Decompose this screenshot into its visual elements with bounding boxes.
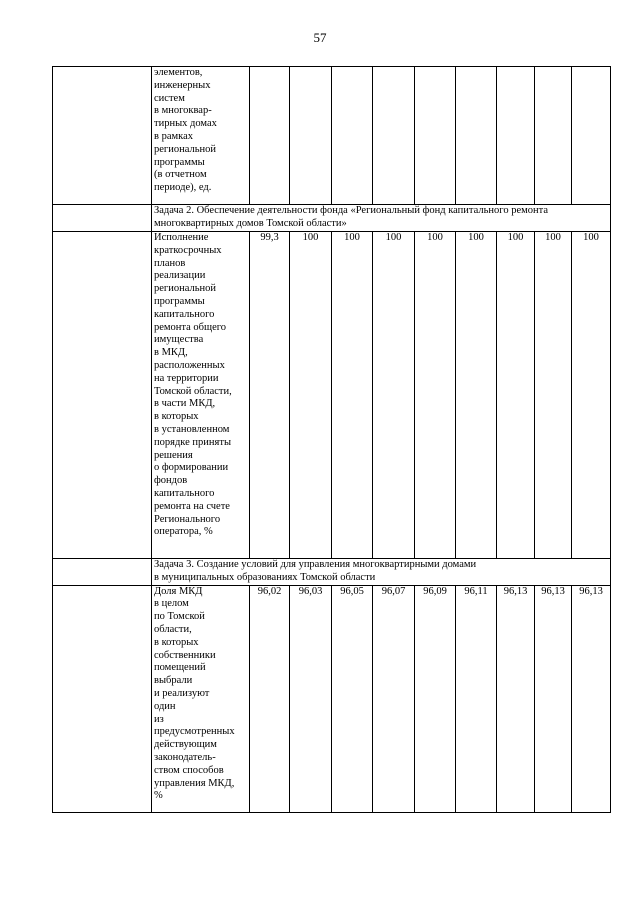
blank-cell <box>53 205 152 232</box>
task-heading-line: Задача 3. Создание условий для управления многоквартирными домами <box>154 559 477 570</box>
value-cell: 96,05 <box>332 585 373 812</box>
table-row <box>53 559 611 586</box>
value-cell: 100 <box>332 232 373 559</box>
value-cell: 96,02 <box>250 585 290 812</box>
task-heading <box>152 559 611 586</box>
table-row <box>53 67 611 205</box>
value-cell: 100 <box>497 232 535 559</box>
table-row <box>53 205 611 232</box>
value-cell: 96,13 <box>535 585 572 812</box>
value-cell <box>497 67 535 205</box>
indicators-table <box>52 66 611 813</box>
page-number: 57 <box>313 30 327 45</box>
value-cell <box>250 67 290 205</box>
blank-cell <box>53 585 152 812</box>
value-cell: 96,09 <box>415 585 456 812</box>
value-cell <box>535 67 572 205</box>
table-row <box>53 585 611 812</box>
value-cell <box>290 67 332 205</box>
task-heading-line: Задача 2. Обеспечение деятельности фонда «Региональный фонд капитального ремонта <box>154 205 548 216</box>
value-cell: 100 <box>572 232 611 559</box>
value-cell: 96,13 <box>572 585 611 812</box>
value-cell <box>572 67 611 205</box>
indicator-label: Исполнение краткосрочных планов реализации региональной программы капитального ремонта общего имущества в МКД, расположенных на территории Томской области, в части МКД, в которых в установленном порядке приняты решения о формировании фондов капитального ремонта на счете Регионального оператора, % <box>152 232 250 559</box>
value-cell: 100 <box>456 232 497 559</box>
value-cell <box>332 67 373 205</box>
value-cell: 100 <box>415 232 456 559</box>
value-cell: 100 <box>373 232 415 559</box>
task-heading-line: в муниципальных образованиях Томской области <box>154 571 376 583</box>
value-cell: 99,3 <box>250 232 290 559</box>
value-cell <box>456 67 497 205</box>
value-cell <box>415 67 456 205</box>
table-row <box>53 232 611 559</box>
blank-cell <box>53 559 152 586</box>
indicator-label: элементов, инженерных систем в многоквар- тирных домах в рамках региональной программы (в отчетном периоде), ед. <box>152 67 250 205</box>
value-cell: 96,11 <box>456 585 497 812</box>
value-cell <box>373 67 415 205</box>
value-cell: 96,03 <box>290 585 332 812</box>
blank-cell <box>53 232 152 559</box>
value-cell: 100 <box>290 232 332 559</box>
value-cell: 96,13 <box>497 585 535 812</box>
blank-cell <box>53 67 152 205</box>
task-heading-line: многоквартирных домов Томской области» <box>154 217 347 229</box>
indicator-label: Доля МКД в целом по Томской области, в которых собственники помещений выбрали и реализуют один из предусмотренных действующим законодатель- ством способов управления МКД, % <box>152 585 250 812</box>
value-cell: 100 <box>535 232 572 559</box>
value-cell: 96,07 <box>373 585 415 812</box>
task-heading <box>152 205 611 232</box>
